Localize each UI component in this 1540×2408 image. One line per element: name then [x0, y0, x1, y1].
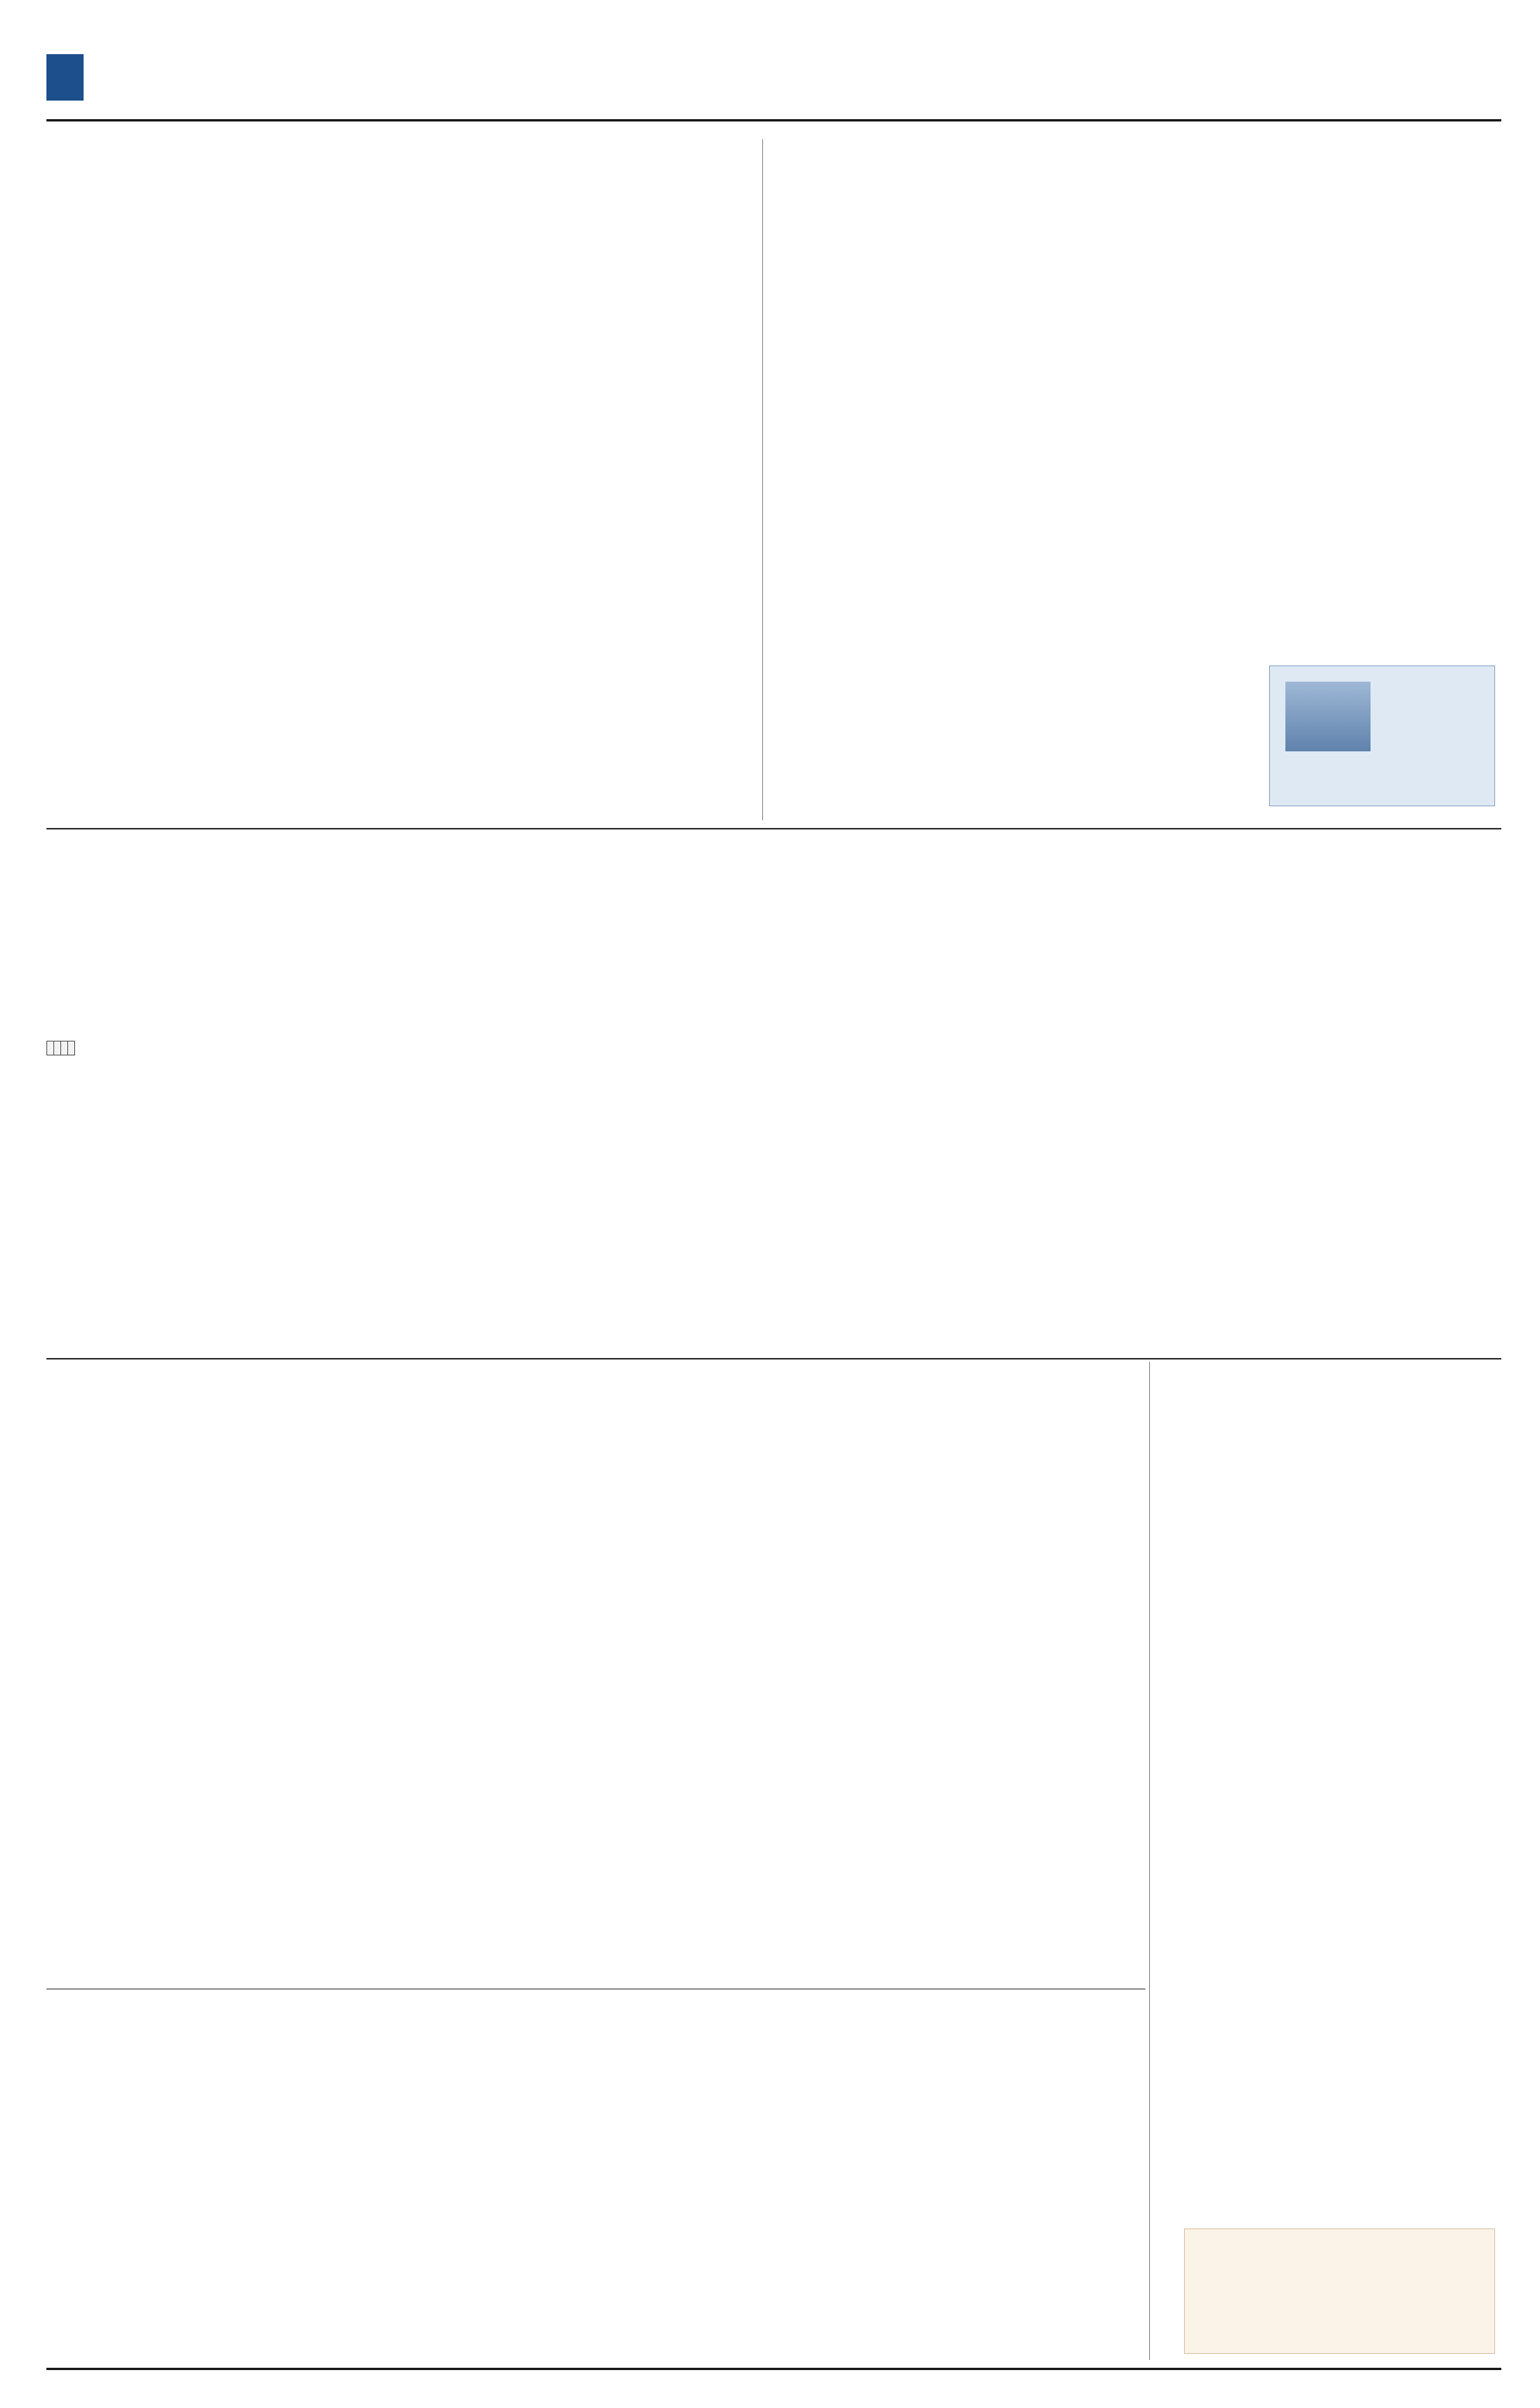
section-divider: [46, 1358, 1501, 1360]
column-divider: [1149, 1362, 1150, 2360]
notice-body-2: [464, 882, 770, 1006]
scratch-col-1: [46, 2066, 248, 2360]
notice-body: [46, 882, 449, 1048]
scratch-col-3: [426, 2066, 580, 2360]
page-number: [46, 54, 84, 101]
fuze-col-3: [774, 1548, 1138, 1981]
section-divider: [46, 828, 1501, 829]
building-image: [1285, 682, 1371, 751]
col-header: [68, 1042, 75, 1055]
lottery625-body: [1169, 1540, 1494, 2205]
col-header: [47, 1042, 54, 1055]
scratch-col-2: [259, 2066, 414, 2360]
nursing-col-1: [774, 224, 998, 812]
col-header: [61, 1042, 68, 1055]
nursing-col-3: [1246, 155, 1501, 650]
fuze-col-1: [46, 1548, 402, 1981]
hernia-col-2: [282, 224, 507, 828]
fuze-col-2: [414, 1548, 762, 1981]
page-header: [46, 48, 1501, 121]
scratch-col-4: [592, 2066, 739, 2360]
nursing-col-2: [1010, 155, 1234, 820]
col-header: [54, 1042, 61, 1055]
page-footer: [46, 2368, 1501, 2401]
sponsor-box: [1184, 2228, 1495, 2354]
scratch-tickets: [743, 2074, 1145, 2352]
hernia-col-3: [518, 155, 743, 812]
account-table-1: [46, 1041, 75, 1055]
editor-credits: [921, 71, 981, 90]
column-badge: [1269, 665, 1495, 806]
column-divider: [762, 139, 763, 820]
